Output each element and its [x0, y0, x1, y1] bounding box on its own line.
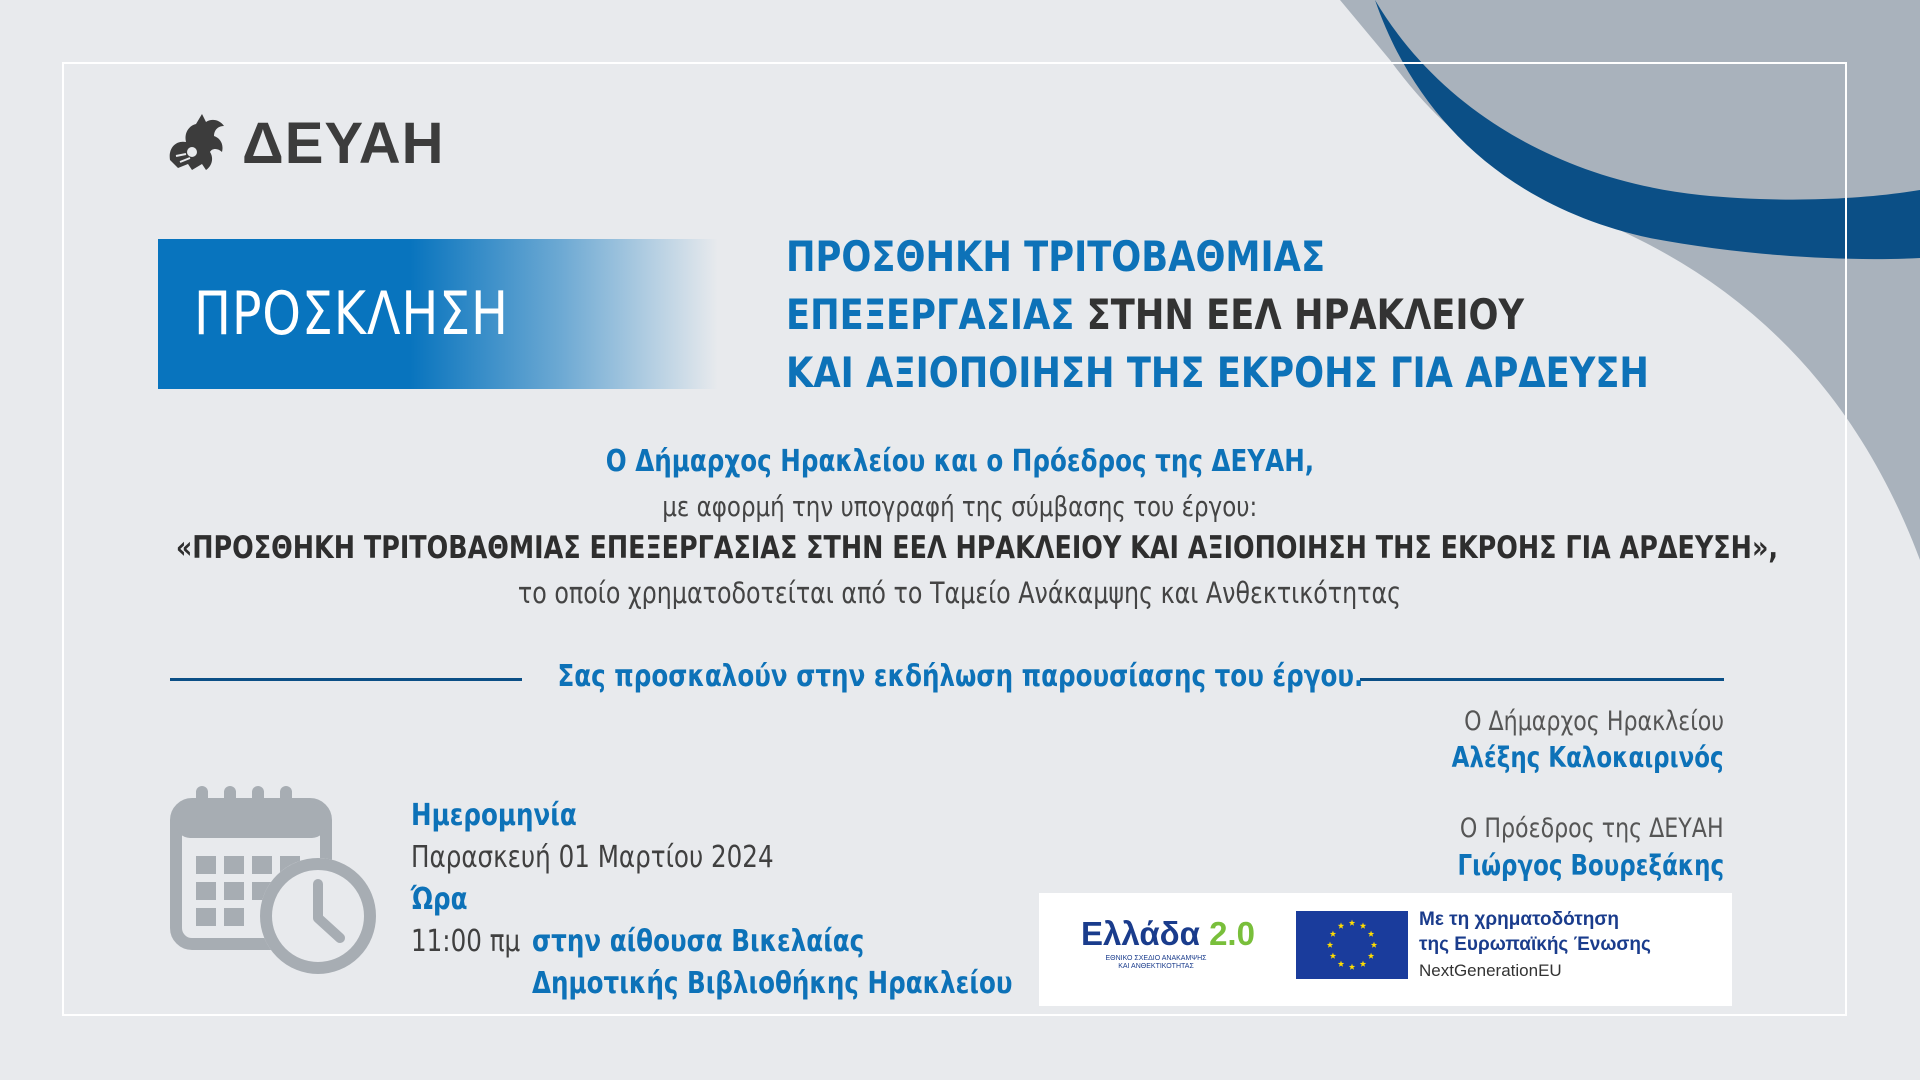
date-value-text: Παρασκευή 01 Μαρτίου 2024	[411, 840, 774, 875]
time-value	[411, 924, 544, 959]
greece-2-subtitle	[1081, 955, 1231, 971]
time-label	[411, 882, 480, 917]
title-line-3: ΚΑΙ ΑΞΙΟΠΟΙΗΣΗ ΤΗΣ ΕΚΡΟΗΣ ΓΙΑ ΑΡΔΕΥΣΗ	[786, 348, 1649, 397]
eu-funding-text	[1419, 907, 1651, 984]
greece-sub-2: ΚΑΙ ΑΝΘΕΚΤΙΚΟΤΗΤΑΣ	[1118, 963, 1194, 970]
logo-text: ΔΕΥΑΗ	[242, 110, 445, 176]
occasion-text: με αφορμή την υπογραφή της σύμβασης του έργου:	[662, 490, 1258, 523]
project-name-line	[0, 530, 1920, 566]
griffin-icon	[162, 108, 232, 178]
greece-title-text: Ελλάδα	[1081, 915, 1200, 952]
venue-line-2	[532, 966, 1118, 1001]
title-line-2	[786, 286, 1668, 344]
funding-text: το οποίο χρηματοδοτείται από το Ταμείο Ανάκαμψης και Ανθεκτικότητας	[518, 576, 1402, 610]
greece-sub-1: ΕΘΝΙΚΟ ΣΧΕΔΙΟ ΑΝΑΚΑΜΨΗΣ	[1105, 955, 1207, 962]
venue-line-1	[532, 924, 937, 959]
calendar-clock-icon	[168, 780, 383, 980]
time-label-text: Ώρα	[411, 882, 468, 917]
occasion-line	[0, 490, 1920, 523]
funding-line	[0, 576, 1920, 610]
eu-line-1: Με τη χρηματοδότηση	[1419, 909, 1619, 930]
signature-role-president	[1402, 813, 1724, 844]
eu-line-3: NextGenerationEU	[1419, 961, 1562, 980]
invite-label: ΠΡΟΣΚΛΗΣΗ	[194, 279, 509, 349]
funding-logos	[1039, 893, 1732, 1006]
venue-line-1-text: στην αίθουσα Βικελαίας	[532, 924, 865, 959]
president-name: Γιώργος Βουρεξάκης	[1457, 849, 1724, 882]
date-label-text: Ημερομηνία	[411, 798, 577, 833]
signature-name-president	[1399, 849, 1724, 882]
mayor-name: Αλέξης Καλοκαιρινός	[1452, 741, 1724, 774]
eu-line-2: της Ευρωπαϊκής Ένωσης	[1419, 934, 1651, 955]
date-label	[411, 798, 613, 833]
eu-flag-icon	[1296, 911, 1408, 979]
mayor-role: Ο Δήμαρχος Ηρακλείου	[1463, 706, 1724, 737]
title-line-2-dark: ΣΤΗΝ ΕΕΛ ΗΡΑΚΛΕΙΟΥ	[1074, 290, 1525, 339]
greece-2-title	[1081, 915, 1255, 953]
greece-2-logo	[1081, 915, 1255, 971]
invitation-text: Σας προσκαλούν στην εκδήλωση παρουσίασης του έργου.	[557, 659, 1363, 694]
date-value	[411, 840, 853, 875]
hosts-text: Ο Δήμαρχος Ηρακλείου και ο Πρόεδρος της ΔΕΥΑΗ,	[605, 444, 1315, 479]
hosts-line	[0, 444, 1920, 479]
title-line-1: ΠΡΟΣΘΗΚΗ ΤΡΙΤΟΒΑΘΜΙΑΣ	[786, 232, 1326, 281]
time-value-text: 11:00 πμ	[411, 924, 521, 959]
greece-version-text: 2.0	[1209, 915, 1255, 952]
project-title	[786, 228, 1668, 402]
title-line-2-blue: ΕΠΕΞΕΡΓΑΣΙΑΣ	[786, 290, 1075, 339]
venue-line-2-text: Δημοτικής Βιβλιοθήκης Ηρακλείου	[532, 966, 1013, 1001]
invite-banner	[158, 239, 718, 389]
signature-name-mayor	[1392, 741, 1724, 774]
signature-role-mayor	[1407, 706, 1724, 737]
invitation-line	[0, 659, 1920, 694]
deyah-logo	[162, 108, 445, 178]
project-name-text: «ΠΡΟΣΘΗΚΗ ΤΡΙΤΟΒΑΘΜΙΑΣ ΕΠΕΞΕΡΓΑΣΙΑΣ ΣΤΗΝ ΕΕΛ ΗΡΑΚΛΕΙΟΥ ΚΑΙ ΑΞΙΟΠΟΙΗΣΗ ΤΗΣ ΕΚΡΟΗΣ ΓΙΑ ΑΡΔΕΥΣΗ»,	[175, 530, 1779, 566]
president-role: Ο Πρόεδρος της ΔΕΥΑΗ	[1460, 813, 1724, 844]
